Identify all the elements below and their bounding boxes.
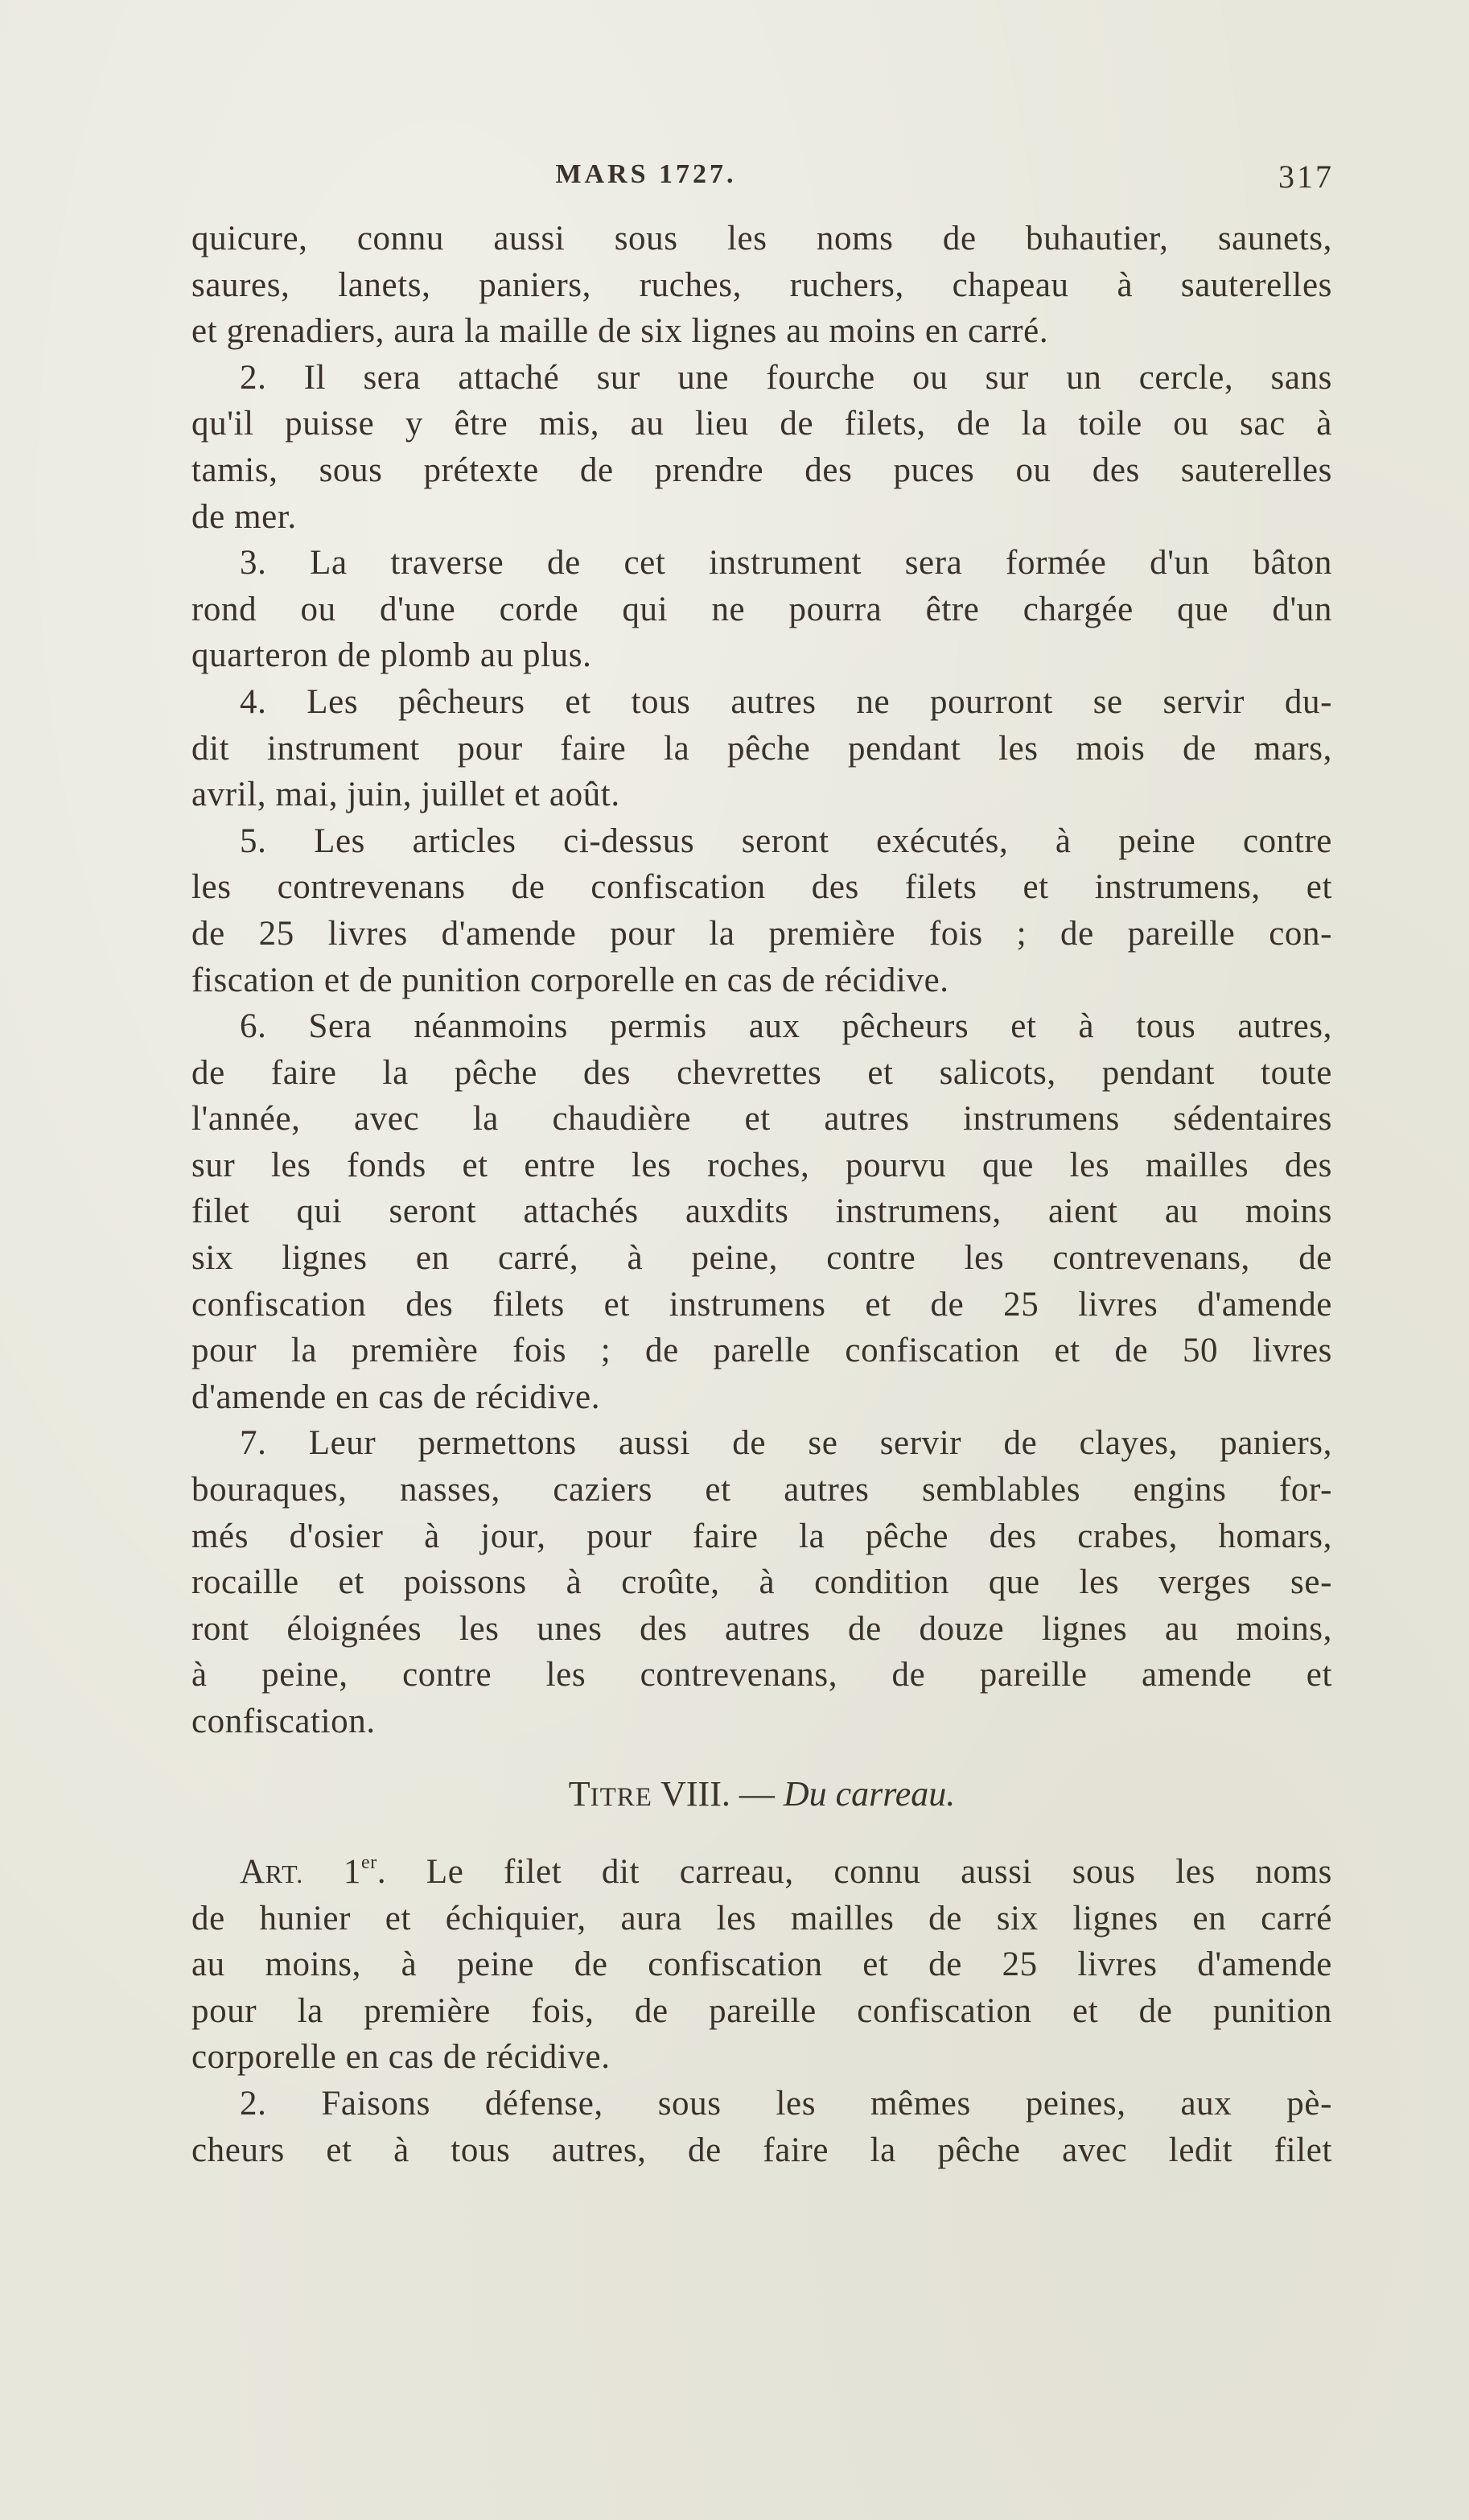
article-3 <box>191 540 1332 679</box>
text-line: 7. Leur permettons aussi de se servir de clayes, paniers, <box>240 1424 1332 1463</box>
section-article-1 <box>191 1849 1332 2081</box>
paragraph-continuation <box>191 216 1332 355</box>
body-text <box>191 216 1332 1745</box>
text-line: corporelle en cas de récidive. <box>191 2038 611 2077</box>
article-label-small: RT. <box>265 1859 304 1888</box>
text-line: 2. Il sera attaché sur une fourche ou sur un cercle, sans <box>240 358 1332 397</box>
article-4 <box>191 679 1332 818</box>
section-dash: — <box>739 1774 775 1814</box>
text-line: de faire la pêche des chevrettes et salicots, pendant toute <box>191 1053 1332 1092</box>
article-label-cap: A <box>240 1853 265 1891</box>
text-line: bouraques, nasses, caziers et autres semblables engins for- <box>191 1471 1332 1509</box>
text-line: 2. Faisons défense, sous les mêmes peines, aux pè- <box>240 2084 1332 2123</box>
article-2 <box>191 355 1332 540</box>
running-title: MARS 1727. <box>555 159 737 189</box>
text-line: 3. La traverse de cet instrument sera formée d'un bâton <box>240 544 1332 583</box>
section-heading <box>191 1770 1332 1822</box>
text-line: rond ou d'une corde qui ne pourra être chargée que d'un <box>191 590 1332 628</box>
text-line: d'amende en cas de récidive. <box>191 1377 601 1416</box>
text-line: confiscation. <box>191 1703 376 1740</box>
text-line: cheurs et à tous autres, de faire la pêche avec ledit filet <box>191 2131 1332 2169</box>
text-line: l'année, avec la chaudière et autres instrumens sédentaires <box>191 1100 1332 1139</box>
article-label <box>240 1853 303 1891</box>
text-line: quicure, connu aussi sous les noms de buhautier, saunets, <box>191 220 1332 257</box>
section-body-text <box>191 1849 1332 2173</box>
text-line: més d'osier à jour, pour faire la pêche des crabes, homars, <box>191 1517 1332 1555</box>
text-line: rocaille et poissons à croûte, à condition que les verges se- <box>191 1563 1332 1602</box>
text-line: dit instrument pour faire la pêche pendant les mois de mars, <box>191 729 1332 768</box>
article-6 <box>191 1003 1332 1420</box>
text-line: de mer. <box>191 497 297 536</box>
text-line: pour la première fois ; de parelle confiscation et de 50 livres <box>191 1332 1332 1370</box>
text-line: de 25 livres d'amende pour la première fois ; de pareille con- <box>191 914 1332 953</box>
article-7 <box>191 1420 1332 1744</box>
text-line: pour la première fois, de pareille confiscation et de punition <box>191 1991 1332 2030</box>
text-line: qu'il puisse y être mis, au lieu de filets, de la toile ou sac à <box>191 405 1332 443</box>
text-line: ront éloignées les unes des autres de douze lignes au moins, <box>191 1609 1332 1648</box>
text-line: filet qui seront attachés auxdits instrumens, aient au moins <box>191 1192 1332 1231</box>
text-line: les contrevenans de confiscation des filets et instrumens, et <box>191 868 1332 907</box>
page-number: 317 <box>1278 159 1334 195</box>
article-5 <box>191 818 1332 1003</box>
text-line: saures, lanets, paniers, ruches, ruchers, chapeau à sauterelles <box>191 266 1332 304</box>
text-line: 5. Les articles ci-dessus seront exécutés, à peine contre <box>240 821 1332 860</box>
article-ordinal: 1 <box>343 1853 361 1891</box>
text-line: six lignes en carré, à peine, contre les contrevenans, de <box>191 1239 1332 1278</box>
text-line: 4. Les pêcheurs et tous autres ne pourront se servir du- <box>240 682 1332 721</box>
running-head <box>191 158 1334 203</box>
text-line: 6. Sera néanmoins permis aux pêcheurs et à tous autres, <box>240 1007 1332 1046</box>
text-line: de hunier et échiquier, aura les mailles de six lignes en carré <box>191 1899 1332 1937</box>
section-title: Du carreau. <box>783 1774 956 1814</box>
text-line: au moins, à peine de confiscation et de 25 livres d'amende <box>191 1946 1332 1984</box>
article-first-line-text: . Le filet dit carreau, connu aussi sous les noms <box>377 1853 1332 1891</box>
article-ordinal-suffix: er <box>361 1852 377 1873</box>
text-line: tamis, sous prétexte de prendre des puces ou des sauterelles <box>191 451 1332 489</box>
text-line: à peine, contre les contrevenans, de pareille amende et <box>191 1656 1332 1694</box>
section-label-small: ITRE <box>590 1783 652 1812</box>
text-line <box>191 1849 1332 1896</box>
text-line: fiscation et de punition corporelle en cas de récidive. <box>191 961 949 999</box>
text-line: sur les fonds et entre les roches, pourvu que les mailles des <box>191 1146 1332 1184</box>
text-line: quarteron de plomb au plus. <box>191 636 592 675</box>
section-article-2 <box>191 2081 1332 2173</box>
text-line: et grenadiers, aura la maille de six lignes au moins en carré. <box>191 312 1049 351</box>
text-line: avril, mai, juin, juillet et août. <box>191 776 620 814</box>
text-line: confiscation des filets et instrumens et de 25 livres d'amende <box>191 1285 1332 1324</box>
section-label-cap: T <box>568 1774 590 1814</box>
section-number: VIII. <box>660 1774 730 1814</box>
